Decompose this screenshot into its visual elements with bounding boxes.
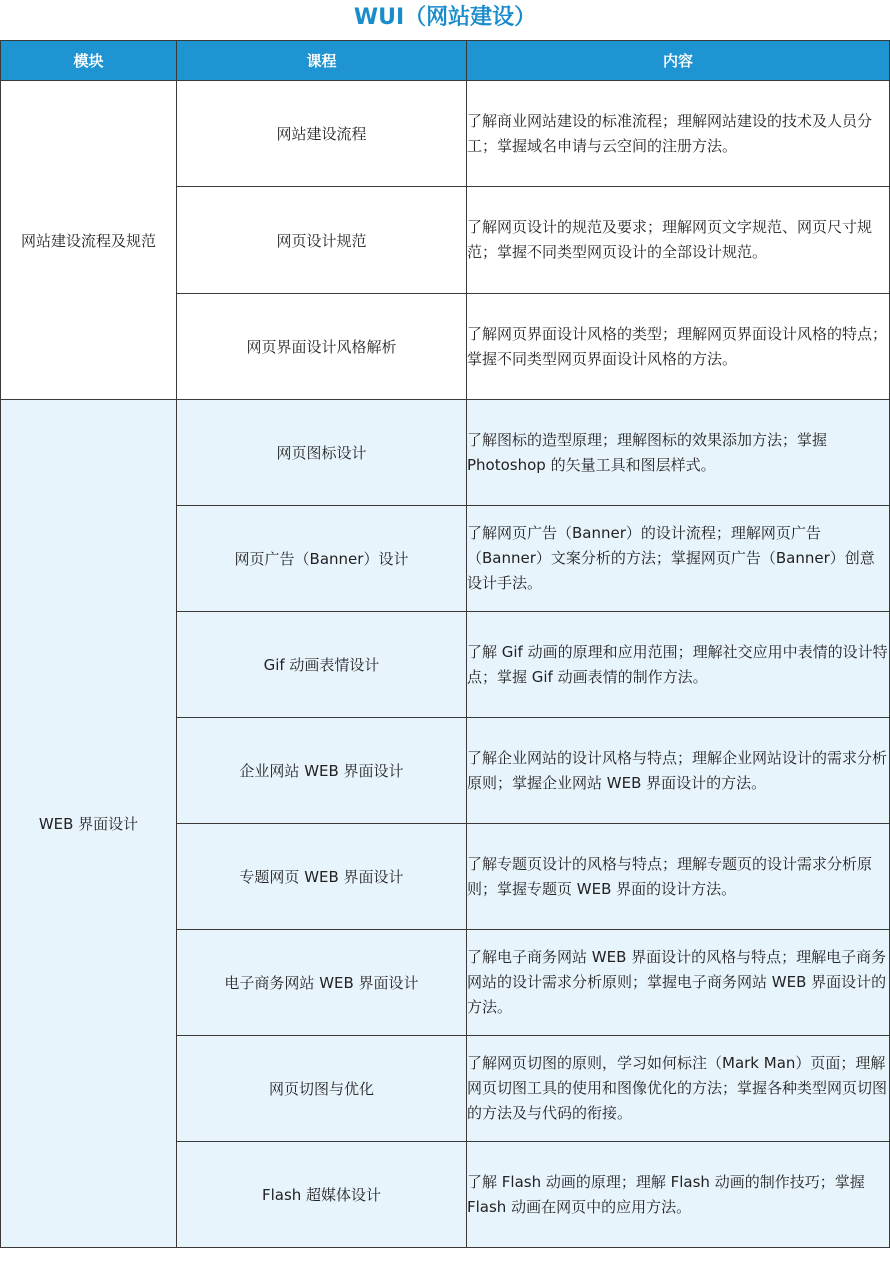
content-cell: 了解网页切图的原则，学习如何标注（Mark Man）页面；理解网页切图工具的使用和图像优化的方法；掌握各种类型网页切图的方法及与代码的衔接。 [467,1036,890,1142]
course-cell: 网页图标设计 [177,400,467,506]
content-cell: 了解 Gif 动画的原理和应用范围；理解社交应用中表情的设计特点；掌握 Gif 动画表情的制作方法。 [467,612,890,718]
header-content: 内容 [467,41,890,81]
page-title: WUI（网站建设） [353,5,537,30]
module-cell: 网站建设流程及规范 [1,81,177,400]
course-cell: 电子商务网站 WEB 界面设计 [177,930,467,1036]
course-cell: 网页广告（Banner）设计 [177,506,467,612]
course-cell: Gif 动画表情设计 [177,612,467,718]
course-cell: 企业网站 WEB 界面设计 [177,718,467,824]
content-cell: 了解商业网站建设的标准流程；理解网站建设的技术及人员分工；掌握域名申请与云空间的注册方法。 [467,81,890,187]
content-cell: 了解网页设计的规范及要求；理解网页文字规范、网页尺寸规范；掌握不同类型网页设计的全部设计规范。 [467,187,890,294]
table-row [1,81,890,187]
content-cell: 了解 Flash 动画的原理；理解 Flash 动画的制作技巧；掌握 Flash 动画在网页中的应用方法。 [467,1142,890,1248]
header-course: 课程 [177,41,467,81]
module-cell: WEB 界面设计 [1,400,177,1248]
header-module: 模块 [1,41,177,81]
course-cell: Flash 超媒体设计 [177,1142,467,1248]
course-cell: 专题网页 WEB 界面设计 [177,824,467,930]
course-cell: 网页设计规范 [177,187,467,294]
table-row [1,400,890,506]
content-cell: 了解电子商务网站 WEB 界面设计的风格与特点；理解电子商务网站的设计需求分析原则；掌握电子商务网站 WEB 界面设计的方法。 [467,930,890,1036]
syllabus-table [0,40,890,1248]
table-header-row [1,41,890,81]
course-cell: 网页切图与优化 [177,1036,467,1142]
content-cell: 了解企业网站的设计风格与特点；理解企业网站设计的需求分析原则；掌握企业网站 WEB 界面设计的方法。 [467,718,890,824]
content-cell: 了解网页界面设计风格的类型；理解网页界面设计风格的特点；掌握不同类型网页界面设计风格的方法。 [467,294,890,400]
content-cell: 了解网页广告（Banner）的设计流程；理解网页广告（Banner）文案分析的方法；掌握网页广告（Banner）创意设计手法。 [467,506,890,612]
content-cell: 了解图标的造型原理；理解图标的效果添加方法；掌握 Photoshop 的矢量工具和图层样式。 [467,400,890,506]
course-cell: 网站建设流程 [177,81,467,187]
content-cell: 了解专题页设计的风格与特点；理解专题页的设计需求分析原则；掌握专题页 WEB 界面的设计方法。 [467,824,890,930]
course-cell: 网页界面设计风格解析 [177,294,467,400]
